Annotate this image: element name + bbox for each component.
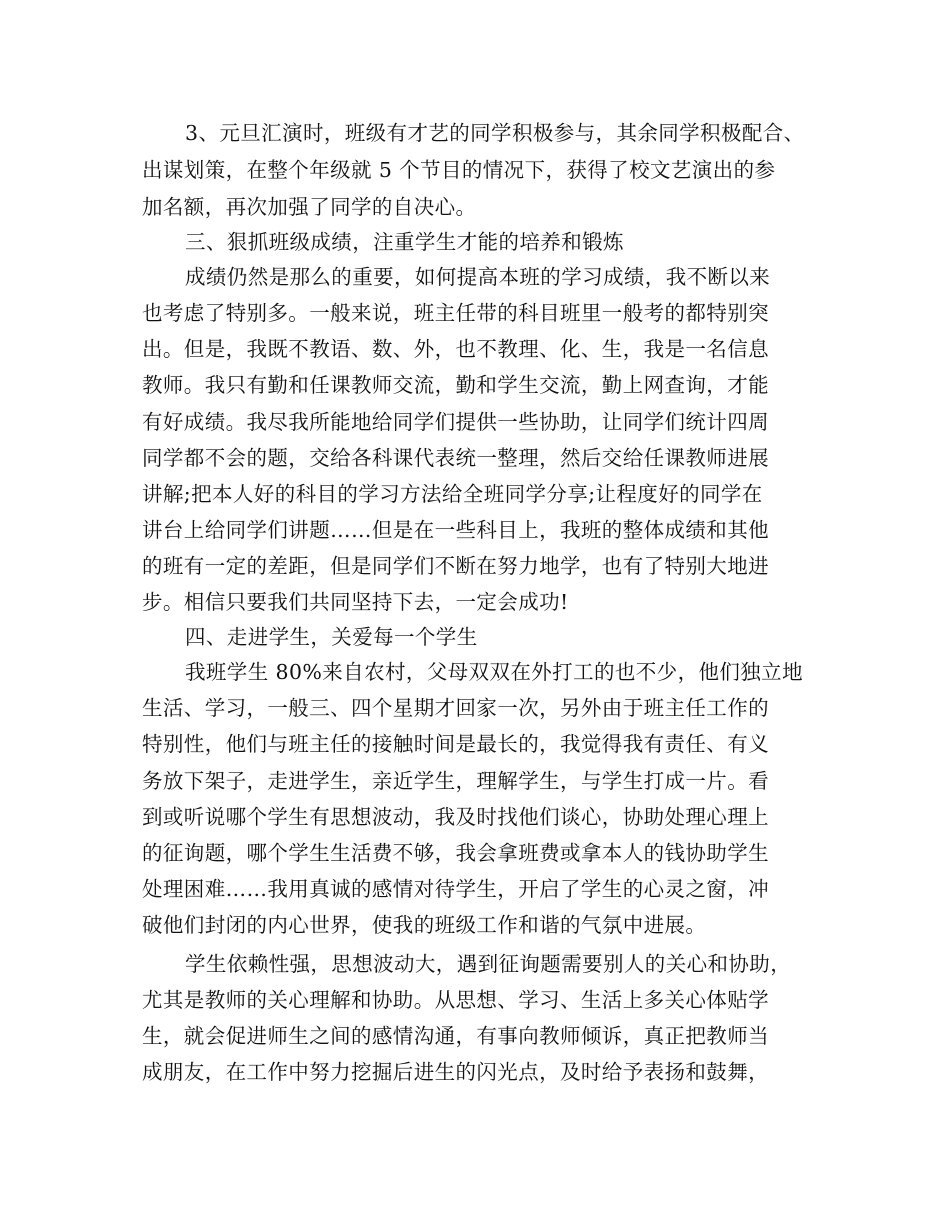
paragraph-line-1: 3、元旦汇演时，班级有才艺的同学积极参与，其余同学积极配合、 xyxy=(185,121,805,145)
paragraph-line-14: 步。相信只要我们共同坚持下去，一定会成功! xyxy=(142,590,569,614)
paragraph-line-18: 特别性，他们与班主任的接触时间是最长的，我觉得我有责任、有义 xyxy=(142,732,769,756)
paragraph-line-9: 有好成绩。我尽我所能地给同学们提供一些协助，让同学们统计四周 xyxy=(142,410,769,434)
paragraph-line-20: 到或听说哪个学生有思想波动，我及时找他们谈心，协助处理心理上 xyxy=(142,805,769,829)
paragraph-line-24: 学生依赖性强，思想波动大，遇到征询题需要别人的关心和协助， xyxy=(185,952,792,976)
paragraph-line-27: 成朋友，在工作中努力挖掘后进生的闪光点，及时给予表扬和鼓舞， xyxy=(142,1060,769,1084)
paragraph-line-13: 的班有一定的差距，但是同学们不断在努力地学，也有了特别大地进 xyxy=(142,554,769,578)
paragraph-line-7: 出。但是，我既不教语、数、外，也不教理、化、生，我是一名信息 xyxy=(142,337,769,361)
section-heading-4: 四、走进学生，关爱每一个学生 xyxy=(185,625,478,649)
paragraph-line-10: 同学都不会的题，交给各科课代表统一整理，然后交给任课教师进展 xyxy=(142,446,769,470)
paragraph-line-8: 教师。我只有勤和任课教师交流，勤和学生交流，勤上网查询，才能 xyxy=(142,373,769,397)
paragraph-line-12: 讲台上给同学们讲题……但是在一些科目上，我班的整体成绩和其他 xyxy=(142,518,769,542)
paragraph-line-26: 生，就会促进师生之间的感情沟通，有事向教师倾诉，真正把教师当 xyxy=(142,1024,769,1048)
paragraph-line-25: 尤其是教师的关心理解和协助。从思想、学习、生活上多关心体贴学 xyxy=(142,988,769,1012)
paragraph-line-17: 生活、学习，一般三、四个星期才回家一次，另外由于班主任工作的 xyxy=(142,696,769,720)
paragraph-line-21: 的征询题，哪个学生生活费不够，我会拿班费或拿本人的钱协助学生 xyxy=(142,841,769,865)
paragraph-line-5: 成绩仍然是那么的重要，如何提高本班的学习成绩，我不断以来 xyxy=(185,265,771,289)
paragraph-line-2: 出谋划策，在整个年级就 5 个节目的情况下，获得了校文艺演出的参 xyxy=(142,158,776,182)
paragraph-line-3: 加名额，再次加强了同学的自决心。 xyxy=(142,195,477,219)
paragraph-line-23: 破他们封闭的内心世界，使我的班级工作和谐的气氛中进展。 xyxy=(142,913,707,937)
paragraph-line-11: 讲解;把本人好的科目的学习方法给全班同学分享;让程度好的同学在 xyxy=(142,482,763,506)
paragraph-line-16: 我班学生 80%来自农村，父母双双在外打工的也不少，他们独立地 xyxy=(185,660,803,684)
section-heading-3: 三、狠抓班级成绩，注重学生才能的培养和锻炼 xyxy=(185,230,624,254)
paragraph-line-19: 务放下架子，走进学生，亲近学生，理解学生，与学生打成一片。看 xyxy=(142,769,769,793)
paragraph-line-22: 处理困难……我用真诚的感情对待学生，开启了学生的心灵之窗，冲 xyxy=(142,877,769,901)
paragraph-line-6: 也考虑了特别多。一般来说，班主任带的科目班里一般考的都特别突 xyxy=(142,301,769,325)
